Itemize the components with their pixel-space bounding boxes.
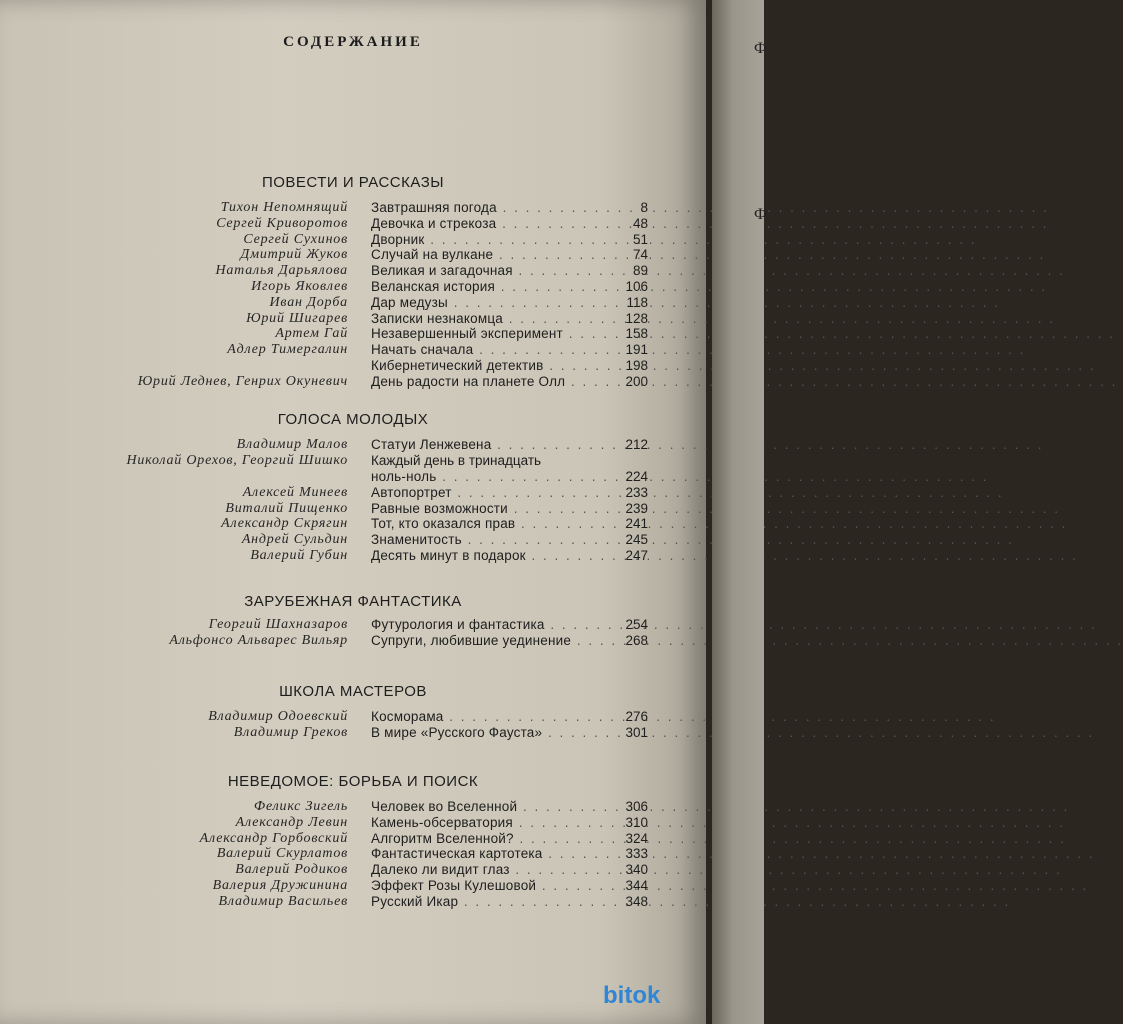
entry-title-continuation: ноль-ноль . . . <box>371 469 989 484</box>
entry-title-clip <box>371 532 613 549</box>
entry-page-number: 241 <box>625 516 648 532</box>
entry-title: Статуи Ленжевена . . . <box>371 437 1044 452</box>
entry-author: Наталья Дарьялова <box>215 263 348 279</box>
toc-entry <box>0 633 706 649</box>
entry-author: Артем Гай <box>275 326 348 342</box>
entry-title: День радости на планете Олл . . . <box>371 374 1117 389</box>
toc-entry <box>0 342 706 358</box>
entry-page-number: 191 <box>625 342 648 358</box>
entry-page-number: 74 <box>632 247 648 263</box>
entry-page-number: 340 <box>625 862 648 878</box>
entry-title-clip <box>371 831 613 848</box>
entry-title-clip <box>371 342 613 359</box>
edge-letter: Ф <box>754 40 767 57</box>
entry-page-number: 247 <box>625 548 648 563</box>
toc-entry <box>0 532 706 548</box>
section-title: ШКОЛА МАСТЕРОВ <box>279 683 427 700</box>
entry-title: Девочка и стрекоза . . . <box>371 216 1048 231</box>
entry-title-clip <box>371 247 613 264</box>
entry-author: Николай Орехов, Георгий Шишко <box>126 452 348 468</box>
entry-title-clip <box>371 501 613 518</box>
toc-entry <box>0 216 706 232</box>
entry-title-clip <box>371 485 613 502</box>
toc-entry <box>0 831 706 847</box>
entry-page-number: 324 <box>625 830 648 846</box>
section-title: ЗАРУБЕЖНАЯ ФАНТАСТИКА <box>244 593 462 610</box>
toc-entry <box>0 326 706 342</box>
entry-author: Игорь Яковлев <box>251 279 348 294</box>
entry-title-clip <box>371 358 613 375</box>
section-title: ПОВЕСТИ И РАССКАЗЫ <box>261 174 445 191</box>
entry-title: Записки незнакомца . . . <box>371 311 1055 326</box>
entry-title: Косморама . . . <box>371 709 996 724</box>
toc-entry <box>0 263 706 279</box>
entry-title: Начать сначала . . . <box>371 342 1025 357</box>
entry-author: Александр Горбовский <box>199 830 348 846</box>
entry-author: Валерий Губин <box>250 548 348 563</box>
entry-title: Далеко ли видит глаз . . . <box>371 862 1062 877</box>
entry-title: Веланская история . . . <box>371 279 1047 294</box>
toc-entry <box>0 709 706 725</box>
entry-author: Алексей Минеев <box>242 484 348 500</box>
entry-title-clip <box>371 878 613 895</box>
entry-title-clip <box>371 815 613 832</box>
entry-page-number: 333 <box>625 846 648 862</box>
toc-entry <box>0 232 706 248</box>
entry-title-clip <box>371 232 613 249</box>
entry-page-number: 158 <box>625 326 648 342</box>
entry-title: Алгоритм Вселенной? . . . <box>371 831 1066 846</box>
entry-page-number: 268 <box>625 632 648 648</box>
entry-title: В мире «Русского Фауста» . . . <box>371 725 1094 740</box>
toc-entry <box>0 247 706 263</box>
toc-entry <box>0 358 706 374</box>
entry-title: Эффект Розы Кулешовой . . . <box>371 878 1088 893</box>
entry-title: Десять минут в подарок . . . <box>371 548 1078 563</box>
watermark-text: bitok <box>603 982 661 1009</box>
entry-page-number: 239 <box>625 500 648 516</box>
entry-title-clip <box>371 216 613 233</box>
toc-entry <box>0 878 706 894</box>
section-title: ГОЛОСА МОЛОДЫХ <box>277 411 429 428</box>
entry-page-number: 89 <box>632 263 648 279</box>
entry-page-number: 200 <box>625 373 648 389</box>
entry-title-clip <box>371 633 613 650</box>
entry-title-clip <box>371 437 613 454</box>
toc-entry <box>0 295 706 311</box>
entry-page-number: 212 <box>625 437 648 452</box>
toc-entry <box>0 516 706 532</box>
entry-title-clip <box>371 295 613 312</box>
entry-title-clip <box>371 862 613 879</box>
entry-page-number: 348 <box>625 893 648 909</box>
entry-title: Футурология и фантастика . . . <box>371 617 1097 632</box>
entry-page-number: 128 <box>625 310 648 326</box>
entry-author: Юрий Леднев, Генрих Окуневич <box>137 373 348 389</box>
entry-page-number: 198 <box>625 358 648 373</box>
entry-title: Фантастическая картотека . . . <box>371 846 1095 861</box>
toc-entry <box>0 200 706 216</box>
toc-entry <box>0 279 706 295</box>
toc-entry <box>0 815 706 831</box>
toc-entry <box>0 799 706 815</box>
entry-title: Знаменитость . . . <box>371 532 1014 547</box>
entry-author: Александр Левин <box>235 814 348 830</box>
entry-title-clip <box>371 617 613 634</box>
edge-letter: Ф <box>754 206 767 223</box>
entry-title-clip <box>371 709 613 726</box>
entry-author: Владимир Васильев <box>218 893 348 909</box>
entry-author: Валерий Родиков <box>235 862 348 878</box>
entry-title: Незавершенный эксперимент . . . <box>371 326 1115 341</box>
entry-page-number: 306 <box>625 799 648 814</box>
entry-page-number: 310 <box>625 814 648 830</box>
toc-entry <box>0 437 706 453</box>
entry-author: Тихон Непомнящий <box>220 200 348 215</box>
entry-author: Александр Скрягин <box>221 516 348 532</box>
toc-entry <box>0 617 706 633</box>
entry-title-clip <box>371 279 613 296</box>
entry-title: Дар медузы . . . <box>371 295 1000 310</box>
entry-title: Каждый день в тринадцать <box>371 452 542 468</box>
entry-title: Великая и загадочная . . . <box>371 263 1065 278</box>
toc-entry <box>0 548 706 564</box>
toc-entry <box>0 374 706 390</box>
entry-title-clip <box>371 548 613 565</box>
entry-author: Георгий Шахназаров <box>208 617 348 632</box>
entry-author: Валерий Скурлатов <box>216 846 348 862</box>
entry-title-clip <box>371 326 613 343</box>
entry-page-number: 301 <box>625 724 648 740</box>
toc-entry <box>0 894 706 910</box>
entry-title-clip <box>371 846 613 863</box>
entry-title-clip <box>371 469 613 486</box>
entry-author: Юрий Шигарев <box>246 310 348 326</box>
entry-author: Дмитрий Жуков <box>240 247 348 263</box>
entry-title-clip <box>371 200 613 217</box>
entry-title-clip <box>371 725 613 742</box>
entry-author: Адлер Тимергалин <box>227 342 348 358</box>
toc-entry <box>0 311 706 327</box>
next-page-edge <box>712 0 767 1024</box>
toc-entry <box>0 501 706 517</box>
entry-author: Владимир Малов <box>236 437 348 452</box>
entry-title-clip <box>371 311 613 328</box>
watermark-logo <box>603 982 660 1010</box>
entry-page-number: 224 <box>625 469 648 484</box>
entry-author: Альфонсо Альварес Вильяр <box>169 632 348 648</box>
toc-entry <box>0 846 706 862</box>
entry-title: Завтрашняя погода . . . <box>371 200 1049 215</box>
entry-page-number: 276 <box>625 709 648 724</box>
entry-page-number: 118 <box>626 294 648 310</box>
entry-title: Случай на вулкане . . . <box>371 247 1045 262</box>
toc-entry <box>0 453 706 469</box>
entry-title: Кибернетический детектив . . . <box>371 358 1096 373</box>
toc-entry <box>0 485 706 501</box>
entry-author: Владимир Одоевский <box>208 709 348 724</box>
entry-page-number: 233 <box>625 484 648 500</box>
entry-title: Человек во Вселенной . . . <box>371 799 1069 814</box>
entry-page-number: 51 <box>632 231 648 247</box>
entry-title-clip <box>371 894 613 911</box>
entry-page-number: 48 <box>632 215 648 231</box>
entry-title-clip <box>371 263 613 280</box>
entry-title: Камень-обсерватория . . . <box>371 815 1065 830</box>
entry-author: Андрей Сульдин <box>241 532 348 548</box>
entry-title: Автопортрет . . . <box>371 485 1004 500</box>
toc-entry <box>0 725 706 741</box>
section-title: НЕВЕДОМОЕ: БОРЬБА И ПОИСК <box>227 773 479 790</box>
entry-page-number: 344 <box>625 878 648 893</box>
entry-title: Тот, кто оказался прав . . . <box>371 516 1067 531</box>
entry-author: Владимир Греков <box>233 724 348 740</box>
entry-title: Дворник . . . <box>371 232 977 247</box>
entry-title: Равные возможности . . . <box>371 501 1060 516</box>
entry-title: Русский Икар . . . <box>371 894 1010 909</box>
entry-page-number: 8 <box>640 200 648 215</box>
entry-title-clip <box>371 374 613 391</box>
entry-author: Сергей Сухинов <box>243 231 348 247</box>
entry-page-number: 254 <box>625 617 648 632</box>
entry-author: Сергей Криворотов <box>216 215 348 231</box>
entry-author: Виталий Пищенко <box>225 500 348 516</box>
entry-author: Валерия Дружинина <box>212 878 348 893</box>
toc-entry <box>0 862 706 878</box>
entry-title-clip <box>371 516 613 533</box>
entry-author: Феликс Зигель <box>253 799 348 814</box>
entry-page-number: 106 <box>625 279 648 294</box>
entry-author: Иван Дорба <box>269 294 348 310</box>
page-title: СОДЕРЖАНИЕ <box>283 34 423 50</box>
entry-title: Супруги, любившие уединение . . . <box>371 633 1123 648</box>
entry-title-clip <box>371 799 613 816</box>
toc-entry-continuation <box>0 469 706 485</box>
entry-page-number: 245 <box>625 532 648 548</box>
